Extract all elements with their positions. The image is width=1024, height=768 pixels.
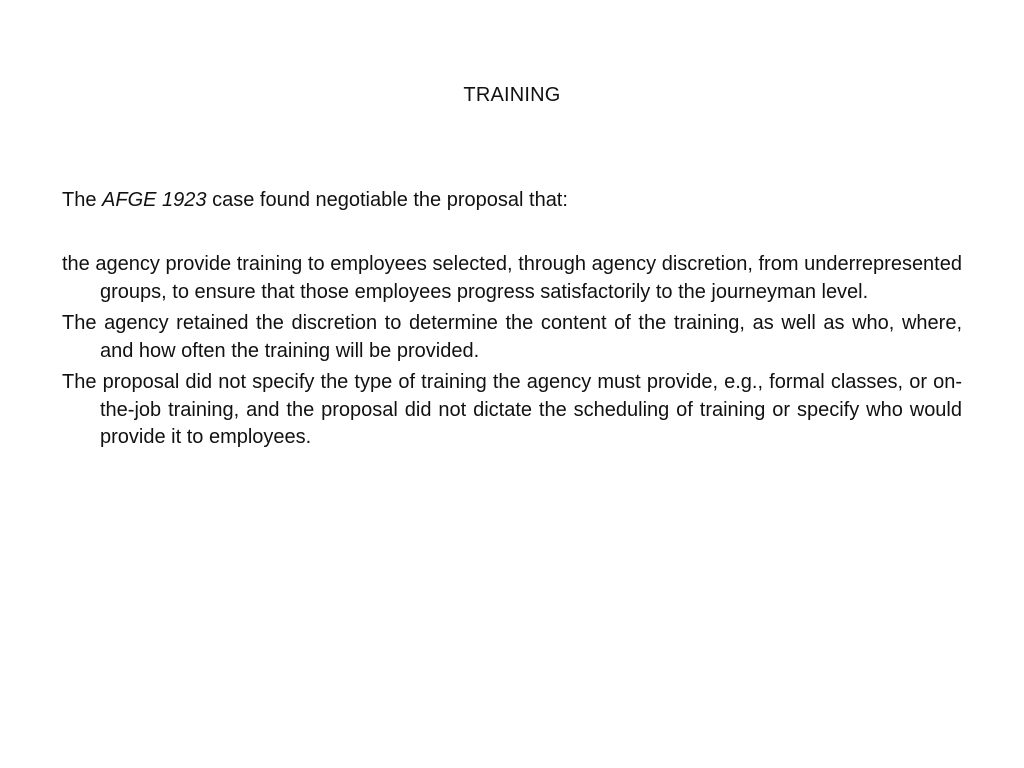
paragraph-proposal-scope: The proposal did not specify the type of training the agency must provide, e.g., formal classes, or on-the-job training, and the proposal did not dictate the scheduling of training or specify who would provide it to employees. xyxy=(62,371,962,448)
paragraph-proposal: the agency provide training to employees selected, through agency discretion, from underrepresented groups, to ensure that those employees progress satisfactorily to the journeyman level. xyxy=(62,253,962,303)
intro-line xyxy=(62,186,962,214)
slide-title: TRAINING xyxy=(463,84,561,106)
intro-prefix: The xyxy=(62,189,103,211)
case-name: AFGE 1923 xyxy=(102,189,207,211)
body-text xyxy=(62,251,962,456)
paragraph-agency-discretion: The agency retained the discretion to determine the content of the training, as well as who, where, and how often the training will be provided. xyxy=(62,312,962,362)
intro-suffix: case found negotiable the proposal that: xyxy=(206,189,568,211)
